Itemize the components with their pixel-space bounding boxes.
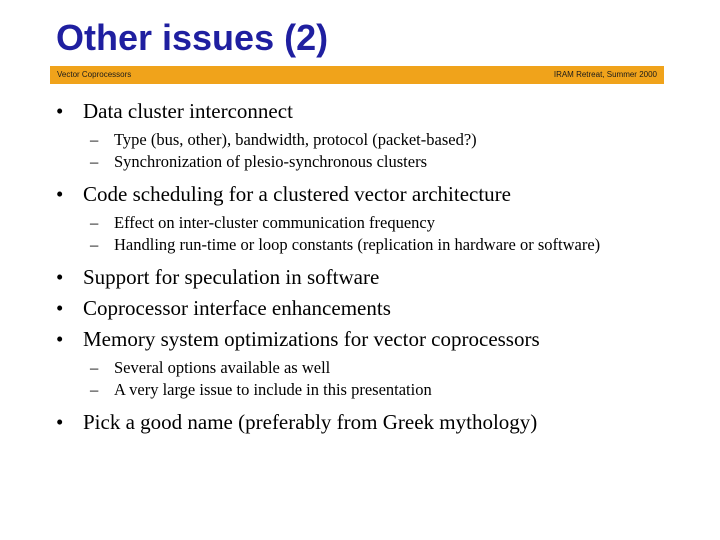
sub-bullet-text: Effect on inter-cluster communication frequency — [114, 213, 435, 232]
slide-title: Other issues (2) — [56, 17, 329, 58]
sub-bullet-item — [56, 212, 676, 234]
bullet-item — [56, 293, 676, 324]
bullet-text: Pick a good name (preferably from Greek mythology) — [83, 410, 538, 434]
dash-icon: – — [90, 152, 99, 171]
dash-icon: – — [90, 213, 99, 232]
header-left-text: Vector Coprocessors — [57, 70, 132, 79]
sub-bullet-text: Several options available as well — [114, 358, 331, 377]
bullet-text: Code scheduling for a clustered vector architecture — [83, 182, 511, 206]
bullet-text: Coprocessor interface enhancements — [83, 296, 391, 320]
dash-icon: – — [90, 130, 99, 149]
sub-bullet-item — [56, 357, 676, 379]
bullet-item — [56, 324, 676, 355]
header-right-text: IRAM Retreat, Summer 2000 — [553, 70, 657, 79]
header-bar — [50, 66, 664, 84]
bullet-item — [56, 96, 676, 127]
dash-icon: – — [90, 380, 99, 399]
bullet-icon: • — [56, 327, 64, 351]
sub-bullet-text: A very large issue to include in this presentation — [114, 380, 432, 399]
bullet-icon: • — [56, 99, 64, 123]
bullet-item — [56, 262, 676, 293]
sub-bullet-item — [56, 129, 676, 151]
sub-bullet-text: Synchronization of plesio-synchronous clusters — [114, 152, 427, 171]
bullet-icon: • — [56, 182, 64, 206]
sub-bullet-item — [56, 379, 676, 401]
sub-bullet-text: Type (bus, other), bandwidth, protocol (packet-based?) — [114, 130, 477, 149]
sub-bullet-item — [56, 234, 676, 256]
sub-bullet-item — [56, 151, 676, 173]
bullet-icon: • — [56, 296, 64, 320]
bullet-item — [56, 179, 676, 210]
bullet-item — [56, 407, 676, 438]
slide-body — [56, 90, 676, 438]
dash-icon: – — [90, 358, 99, 377]
bullet-text: Memory system optimizations for vector coprocessors — [83, 327, 540, 351]
bullet-text: Support for speculation in software — [83, 265, 380, 289]
dash-icon: – — [90, 235, 99, 254]
bullet-icon: • — [56, 265, 64, 289]
bullet-icon: • — [56, 410, 64, 434]
bullet-text: Data cluster interconnect — [83, 99, 293, 123]
sub-bullet-text: Handling run-time or loop constants (replication in hardware or software) — [114, 235, 601, 254]
